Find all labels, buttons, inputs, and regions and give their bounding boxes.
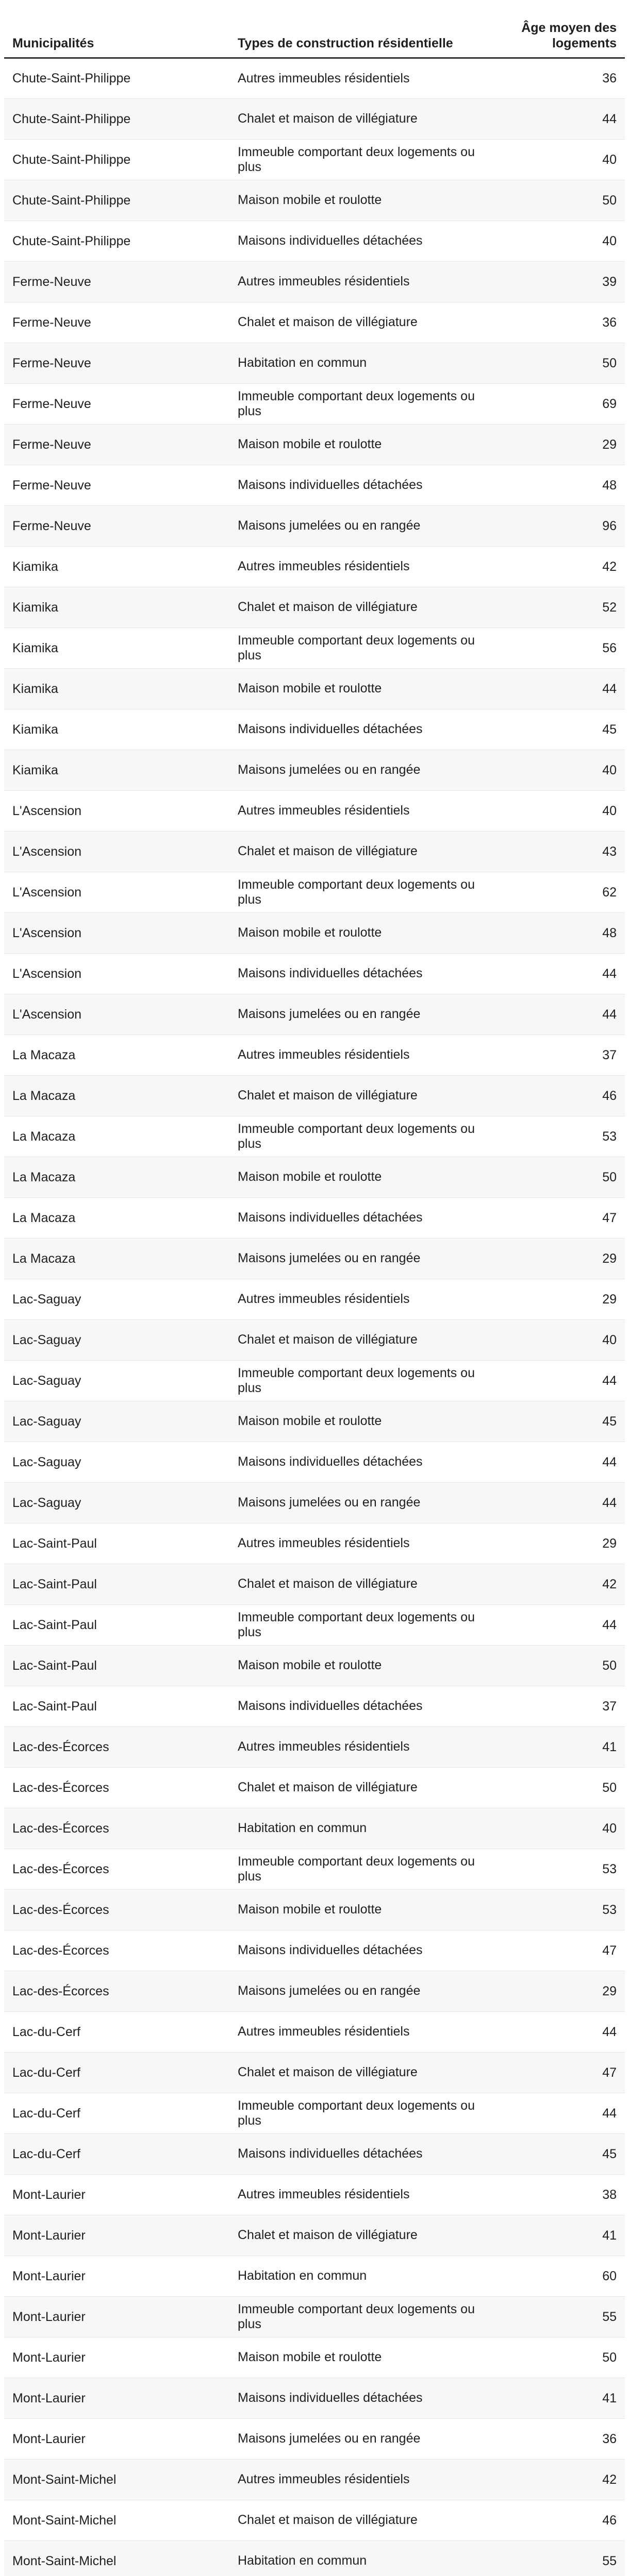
cell-municipalite: L'Ascension	[4, 953, 229, 994]
cell-municipalite: Mont-Laurier	[4, 2337, 229, 2378]
cell-age-moyen: 43	[487, 831, 625, 872]
cell-type-construction: Immeuble comportant deux logements ou plus	[229, 2296, 487, 2337]
cell-type-construction: Maisons individuelles détachées	[229, 953, 487, 994]
table-row	[4, 2540, 625, 2576]
cell-municipalite: Lac-Saguay	[4, 1401, 229, 1442]
table-row	[4, 1726, 625, 1767]
cell-type-construction: Habitation en commun	[229, 343, 487, 383]
table-row	[4, 587, 625, 628]
table-row	[4, 1401, 625, 1442]
cell-type-construction: Autres immeubles résidentiels	[229, 261, 487, 302]
table-row	[4, 1849, 625, 1889]
cell-type-construction: Maisons jumelées ou en rangée	[229, 1971, 487, 2011]
cell-age-moyen: 56	[487, 628, 625, 668]
cell-municipalite: Lac-des-Écorces	[4, 1767, 229, 1808]
table-row	[4, 58, 625, 98]
table-row	[4, 1319, 625, 1360]
cell-age-moyen: 96	[487, 505, 625, 546]
table-row	[4, 2174, 625, 2215]
cell-type-construction: Habitation en commun	[229, 1808, 487, 1849]
cell-age-moyen: 36	[487, 58, 625, 98]
table-row	[4, 2459, 625, 2500]
cell-type-construction: Maisons jumelées ou en rangée	[229, 1482, 487, 1523]
cell-municipalite: Chute-Saint-Philippe	[4, 221, 229, 261]
cell-municipalite: La Macaza	[4, 1075, 229, 1116]
table-row	[4, 1889, 625, 1930]
table-row	[4, 465, 625, 505]
cell-type-construction: Immeuble comportant deux logements ou plus	[229, 1849, 487, 1889]
cell-type-construction: Maisons individuelles détachées	[229, 2378, 487, 2418]
cell-type-construction: Autres immeubles résidentiels	[229, 1279, 487, 1319]
cell-type-construction: Autres immeubles résidentiels	[229, 2459, 487, 2500]
cell-age-moyen: 38	[487, 2174, 625, 2215]
cell-municipalite: Kiamika	[4, 750, 229, 790]
cell-municipalite: Ferme-Neuve	[4, 343, 229, 383]
cell-municipalite: Lac-Saguay	[4, 1442, 229, 1482]
cell-age-moyen: 53	[487, 1116, 625, 1157]
cell-municipalite: Lac-du-Cerf	[4, 2011, 229, 2052]
cell-municipalite: Ferme-Neuve	[4, 465, 229, 505]
cell-type-construction: Maison mobile et roulotte	[229, 1401, 487, 1442]
cell-age-moyen: 29	[487, 1279, 625, 1319]
cell-type-construction: Maison mobile et roulotte	[229, 912, 487, 953]
cell-type-construction: Immeuble comportant deux logements ou plus	[229, 628, 487, 668]
table-row	[4, 2418, 625, 2459]
cell-age-moyen: 44	[487, 1442, 625, 1482]
cell-age-moyen: 40	[487, 1319, 625, 1360]
cell-age-moyen: 41	[487, 1726, 625, 1767]
table-row	[4, 2378, 625, 2418]
cell-age-moyen: 37	[487, 1686, 625, 1726]
table-row	[4, 98, 625, 139]
cell-age-moyen: 44	[487, 668, 625, 709]
cell-municipalite: Chute-Saint-Philippe	[4, 180, 229, 221]
cell-municipalite: L'Ascension	[4, 831, 229, 872]
cell-type-construction: Immeuble comportant deux logements ou plus	[229, 2093, 487, 2133]
cell-municipalite: Ferme-Neuve	[4, 424, 229, 465]
cell-municipalite: Kiamika	[4, 668, 229, 709]
cell-municipalite: Mont-Laurier	[4, 2378, 229, 2418]
cell-type-construction: Autres immeubles résidentiels	[229, 1035, 487, 1075]
cell-type-construction: Autres immeubles résidentiels	[229, 58, 487, 98]
cell-age-moyen: 29	[487, 1971, 625, 2011]
cell-age-moyen: 29	[487, 424, 625, 465]
cell-municipalite: Mont-Laurier	[4, 2418, 229, 2459]
table-row	[4, 2011, 625, 2052]
cell-age-moyen: 42	[487, 546, 625, 587]
table-row	[4, 2052, 625, 2093]
cell-age-moyen: 47	[487, 1197, 625, 1238]
cell-age-moyen: 50	[487, 1157, 625, 1197]
cell-age-moyen: 47	[487, 1930, 625, 1971]
data-table	[4, 14, 625, 2576]
cell-age-moyen: 44	[487, 2011, 625, 2052]
table-row	[4, 424, 625, 465]
cell-type-construction: Immeuble comportant deux logements ou plus	[229, 1360, 487, 1401]
cell-age-moyen: 69	[487, 383, 625, 424]
cell-municipalite: Lac-Saguay	[4, 1360, 229, 1401]
cell-type-construction: Maison mobile et roulotte	[229, 180, 487, 221]
cell-age-moyen: 41	[487, 2378, 625, 2418]
table-row	[4, 872, 625, 912]
cell-municipalite: L'Ascension	[4, 994, 229, 1035]
cell-age-moyen: 44	[487, 98, 625, 139]
cell-type-construction: Autres immeubles résidentiels	[229, 546, 487, 587]
cell-age-moyen: 44	[487, 953, 625, 994]
cell-municipalite: Mont-Saint-Michel	[4, 2500, 229, 2540]
cell-municipalite: Mont-Laurier	[4, 2256, 229, 2296]
cell-type-construction: Immeuble comportant deux logements ou plus	[229, 383, 487, 424]
cell-age-moyen: 53	[487, 1849, 625, 1889]
table-row	[4, 2337, 625, 2378]
cell-type-construction: Chalet et maison de villégiature	[229, 831, 487, 872]
cell-type-construction: Immeuble comportant deux logements ou plus	[229, 872, 487, 912]
table-row	[4, 790, 625, 831]
table-row	[4, 221, 625, 261]
cell-municipalite: Lac-du-Cerf	[4, 2133, 229, 2174]
cell-municipalite: Mont-Saint-Michel	[4, 2459, 229, 2500]
cell-age-moyen: 48	[487, 465, 625, 505]
cell-municipalite: Lac-du-Cerf	[4, 2052, 229, 2093]
cell-type-construction: Chalet et maison de villégiature	[229, 2500, 487, 2540]
cell-type-construction: Autres immeubles résidentiels	[229, 1523, 487, 1564]
cell-municipalite: Lac-Saguay	[4, 1482, 229, 1523]
cell-type-construction: Maisons individuelles détachées	[229, 709, 487, 750]
cell-age-moyen: 53	[487, 1889, 625, 1930]
cell-municipalite: Mont-Saint-Michel	[4, 2540, 229, 2576]
cell-age-moyen: 46	[487, 2500, 625, 2540]
table-row	[4, 1035, 625, 1075]
cell-type-construction: Maison mobile et roulotte	[229, 668, 487, 709]
cell-age-moyen: 36	[487, 302, 625, 343]
cell-municipalite: Lac-des-Écorces	[4, 1971, 229, 2011]
cell-municipalite: Chute-Saint-Philippe	[4, 58, 229, 98]
cell-municipalite: Kiamika	[4, 546, 229, 587]
cell-municipalite: Lac-Saguay	[4, 1319, 229, 1360]
table-row	[4, 302, 625, 343]
cell-municipalite: Mont-Laurier	[4, 2215, 229, 2256]
cell-age-moyen: 46	[487, 1075, 625, 1116]
cell-municipalite: Lac-Saguay	[4, 1279, 229, 1319]
cell-age-moyen: 44	[487, 1360, 625, 1401]
cell-municipalite: La Macaza	[4, 1116, 229, 1157]
cell-type-construction: Maisons jumelées ou en rangée	[229, 2418, 487, 2459]
cell-age-moyen: 50	[487, 2337, 625, 2378]
cell-type-construction: Chalet et maison de villégiature	[229, 98, 487, 139]
cell-type-construction: Chalet et maison de villégiature	[229, 1564, 487, 1604]
table-row	[4, 1279, 625, 1319]
cell-municipalite: Lac-du-Cerf	[4, 2093, 229, 2133]
cell-municipalite: La Macaza	[4, 1157, 229, 1197]
table-row	[4, 1116, 625, 1157]
cell-type-construction: Maisons individuelles détachées	[229, 1197, 487, 1238]
table-row	[4, 1686, 625, 1726]
table-row	[4, 1645, 625, 1686]
table-row	[4, 750, 625, 790]
table-row	[4, 1238, 625, 1279]
header-row	[4, 14, 625, 58]
cell-municipalite: Lac-Saint-Paul	[4, 1604, 229, 1645]
cell-municipalite: Mont-Laurier	[4, 2174, 229, 2215]
table-row	[4, 139, 625, 180]
cell-age-moyen: 37	[487, 1035, 625, 1075]
cell-municipalite: Lac-Saint-Paul	[4, 1686, 229, 1726]
header-age-moyen[interactable]: Âge moyen des logements	[487, 14, 625, 58]
cell-type-construction: Habitation en commun	[229, 2540, 487, 2576]
cell-age-moyen: 52	[487, 587, 625, 628]
table-row	[4, 912, 625, 953]
cell-municipalite: Lac-des-Écorces	[4, 1930, 229, 1971]
table-row	[4, 261, 625, 302]
table-body	[4, 58, 625, 2576]
cell-type-construction: Autres immeubles résidentiels	[229, 2011, 487, 2052]
table-row	[4, 2133, 625, 2174]
cell-municipalite: Ferme-Neuve	[4, 302, 229, 343]
table-row	[4, 1442, 625, 1482]
cell-type-construction: Maisons jumelées ou en rangée	[229, 1238, 487, 1279]
table-row	[4, 546, 625, 587]
cell-municipalite: Ferme-Neuve	[4, 505, 229, 546]
cell-age-moyen: 44	[487, 1482, 625, 1523]
cell-age-moyen: 40	[487, 1808, 625, 1849]
table-row	[4, 1808, 625, 1849]
cell-type-construction: Maison mobile et roulotte	[229, 2337, 487, 2378]
table-row	[4, 180, 625, 221]
cell-age-moyen: 44	[487, 1604, 625, 1645]
table-row	[4, 831, 625, 872]
table-row	[4, 1971, 625, 2011]
table-row	[4, 1197, 625, 1238]
table-row	[4, 505, 625, 546]
cell-age-moyen: 55	[487, 2540, 625, 2576]
table-row	[4, 1564, 625, 1604]
cell-type-construction: Maison mobile et roulotte	[229, 1157, 487, 1197]
cell-age-moyen: 50	[487, 343, 625, 383]
cell-municipalite: Mont-Laurier	[4, 2296, 229, 2337]
cell-age-moyen: 29	[487, 1523, 625, 1564]
cell-age-moyen: 60	[487, 2256, 625, 2296]
cell-age-moyen: 50	[487, 1767, 625, 1808]
table-row	[4, 1767, 625, 1808]
cell-type-construction: Maisons individuelles détachées	[229, 465, 487, 505]
cell-age-moyen: 62	[487, 872, 625, 912]
cell-type-construction: Habitation en commun	[229, 2256, 487, 2296]
cell-municipalite: La Macaza	[4, 1035, 229, 1075]
cell-municipalite: Chute-Saint-Philippe	[4, 98, 229, 139]
cell-age-moyen: 55	[487, 2296, 625, 2337]
cell-type-construction: Immeuble comportant deux logements ou plus	[229, 1116, 487, 1157]
cell-age-moyen: 44	[487, 2093, 625, 2133]
cell-type-construction: Immeuble comportant deux logements ou plus	[229, 1604, 487, 1645]
cell-age-moyen: 50	[487, 180, 625, 221]
cell-age-moyen: 42	[487, 2459, 625, 2500]
cell-type-construction: Autres immeubles résidentiels	[229, 2174, 487, 2215]
table-row	[4, 383, 625, 424]
cell-municipalite: La Macaza	[4, 1238, 229, 1279]
cell-age-moyen: 39	[487, 261, 625, 302]
cell-municipalite: L'Ascension	[4, 790, 229, 831]
cell-municipalite: Lac-Saint-Paul	[4, 1523, 229, 1564]
cell-type-construction: Autres immeubles résidentiels	[229, 1726, 487, 1767]
cell-municipalite: Lac-des-Écorces	[4, 1889, 229, 1930]
table-row	[4, 1075, 625, 1116]
cell-age-moyen: 36	[487, 2418, 625, 2459]
cell-age-moyen: 40	[487, 790, 625, 831]
cell-type-construction: Chalet et maison de villégiature	[229, 302, 487, 343]
cell-type-construction: Maisons individuelles détachées	[229, 2133, 487, 2174]
cell-type-construction: Chalet et maison de villégiature	[229, 2052, 487, 2093]
table-row	[4, 1604, 625, 1645]
cell-age-moyen: 50	[487, 1645, 625, 1686]
cell-municipalite: La Macaza	[4, 1197, 229, 1238]
cell-age-moyen: 45	[487, 709, 625, 750]
cell-age-moyen: 41	[487, 2215, 625, 2256]
cell-type-construction: Maisons individuelles détachées	[229, 1686, 487, 1726]
table-header	[4, 14, 625, 58]
cell-age-moyen: 42	[487, 1564, 625, 1604]
table-row	[4, 994, 625, 1035]
cell-type-construction: Maison mobile et roulotte	[229, 1645, 487, 1686]
cell-type-construction: Autres immeubles résidentiels	[229, 790, 487, 831]
table-row	[4, 1482, 625, 1523]
table-row	[4, 709, 625, 750]
cell-municipalite: Ferme-Neuve	[4, 383, 229, 424]
cell-municipalite: Ferme-Neuve	[4, 261, 229, 302]
table-row	[4, 953, 625, 994]
cell-age-moyen: 40	[487, 750, 625, 790]
cell-municipalite: L'Ascension	[4, 912, 229, 953]
cell-municipalite: Lac-Saint-Paul	[4, 1564, 229, 1604]
cell-municipalite: Lac-Saint-Paul	[4, 1645, 229, 1686]
cell-age-moyen: 40	[487, 139, 625, 180]
cell-municipalite: Kiamika	[4, 587, 229, 628]
cell-type-construction: Maisons individuelles détachées	[229, 221, 487, 261]
cell-type-construction: Maisons individuelles détachées	[229, 1442, 487, 1482]
cell-type-construction: Chalet et maison de villégiature	[229, 1319, 487, 1360]
cell-type-construction: Maison mobile et roulotte	[229, 1889, 487, 1930]
cell-age-moyen: 47	[487, 2052, 625, 2093]
cell-age-moyen: 40	[487, 221, 625, 261]
cell-type-construction: Maisons individuelles détachées	[229, 1930, 487, 1971]
cell-type-construction: Maison mobile et roulotte	[229, 424, 487, 465]
cell-age-moyen: 45	[487, 1401, 625, 1442]
table-row	[4, 1360, 625, 1401]
cell-type-construction: Maisons jumelées ou en rangée	[229, 505, 487, 546]
cell-municipalite: L'Ascension	[4, 872, 229, 912]
cell-municipalite: Kiamika	[4, 709, 229, 750]
cell-municipalite: Lac-des-Écorces	[4, 1726, 229, 1767]
table-row	[4, 1930, 625, 1971]
header-types-construction[interactable]: Types de construction résidentielle	[229, 14, 487, 58]
cell-type-construction: Chalet et maison de villégiature	[229, 1075, 487, 1116]
table-row	[4, 1523, 625, 1564]
table-row	[4, 2296, 625, 2337]
table-row	[4, 2093, 625, 2133]
cell-type-construction: Chalet et maison de villégiature	[229, 587, 487, 628]
cell-type-construction: Maisons jumelées ou en rangée	[229, 750, 487, 790]
cell-type-construction: Chalet et maison de villégiature	[229, 1767, 487, 1808]
cell-age-moyen: 45	[487, 2133, 625, 2174]
cell-age-moyen: 48	[487, 912, 625, 953]
table-row	[4, 343, 625, 383]
cell-age-moyen: 44	[487, 994, 625, 1035]
table-row	[4, 628, 625, 668]
table-row	[4, 2256, 625, 2296]
cell-municipalite: Lac-des-Écorces	[4, 1808, 229, 1849]
cell-municipalite: Chute-Saint-Philippe	[4, 139, 229, 180]
header-municipalites[interactable]: Municipalités	[4, 14, 229, 58]
cell-type-construction: Maisons jumelées ou en rangée	[229, 994, 487, 1035]
cell-municipalite: Lac-des-Écorces	[4, 1849, 229, 1889]
table-row	[4, 668, 625, 709]
cell-municipalite: Kiamika	[4, 628, 229, 668]
cell-type-construction: Chalet et maison de villégiature	[229, 2215, 487, 2256]
cell-age-moyen: 29	[487, 1238, 625, 1279]
table-row	[4, 2500, 625, 2540]
table-row	[4, 1157, 625, 1197]
cell-type-construction: Immeuble comportant deux logements ou plus	[229, 139, 487, 180]
table-row	[4, 2215, 625, 2256]
